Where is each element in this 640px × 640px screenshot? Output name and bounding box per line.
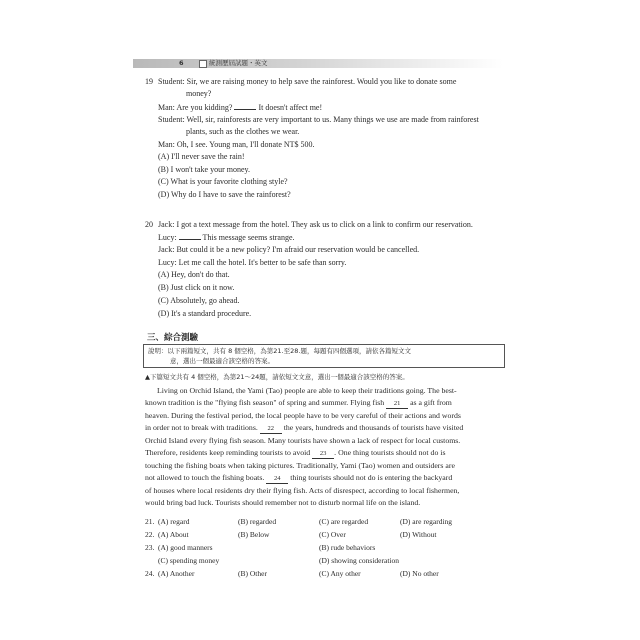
answer-option: (B) regarded bbox=[238, 517, 277, 526]
q19-line: Student: Sir, we are raising money to help save the rainforest. Would you like to donate some bbox=[158, 77, 457, 86]
passage-line: Orchid Island every flying fish season. Many tourists have shown a lack of respect for local customs. bbox=[145, 436, 461, 445]
q20-option: (C) Absolutely, go ahead. bbox=[158, 296, 240, 305]
answer-number-23: 23. bbox=[145, 543, 155, 552]
answer-option: (B) rude behaviors bbox=[319, 543, 376, 552]
q19-line: money? bbox=[186, 89, 212, 98]
q20-option: (D) It's a standard procedure. bbox=[158, 309, 252, 318]
answer-blank bbox=[179, 232, 201, 240]
q20-line: Lucy: This message seems strange. bbox=[158, 233, 295, 242]
page-number: 6 bbox=[179, 59, 184, 67]
answer-number-22: 22. bbox=[145, 530, 155, 539]
question-number-20: 20 bbox=[145, 220, 153, 229]
answer-option: (B) Other bbox=[238, 569, 267, 578]
q20-option: (A) Hey, don't do that. bbox=[158, 270, 230, 279]
passage-line: of houses where local residents dry their flying fish. Acts of disrespect, according to local fishermen, bbox=[145, 486, 460, 495]
header-box-icon bbox=[199, 60, 207, 68]
answer-option: (C) Over bbox=[319, 530, 346, 539]
answer-option: (C) spending money bbox=[158, 556, 220, 565]
q19-line: plants, such as the clothes we wear. bbox=[186, 127, 300, 136]
q19-option: (C) What is your favorite clothing style? bbox=[158, 177, 288, 186]
passage-line: heaven. During the festival period, the local people have to be very careful of their actions and words bbox=[145, 411, 461, 420]
answer-option: (A) Another bbox=[158, 569, 195, 578]
passage-line: in order not to break with traditions. 22 the years, hundreds and thousands of tourists have visited bbox=[145, 423, 464, 432]
page-header bbox=[133, 59, 503, 68]
answer-option: (C) are regarded bbox=[319, 517, 369, 526]
answer-option: (D) are regarding bbox=[400, 517, 453, 526]
passage-line: touching the fishing boats when taking pictures. Traditionally, Yami (Tao) women and outsiders are bbox=[145, 461, 455, 470]
answer-option: (D) No other bbox=[400, 569, 439, 578]
blank-21: 21 bbox=[386, 400, 408, 409]
answer-option: (A) regard bbox=[158, 517, 190, 526]
q19-line: Man: Oh, I see. Young man, I'll donate NT$ 500. bbox=[158, 140, 315, 149]
answer-number-24: 24. bbox=[145, 569, 155, 578]
q19-option: (B) I won't take your money. bbox=[158, 165, 251, 174]
blank-24: 24 bbox=[266, 475, 288, 484]
section-title: 三、綜合測驗 bbox=[147, 333, 199, 343]
passage-line: known tradition is the "flying fish season" of spring and summer. Flying fish 21 as a gift from bbox=[145, 398, 452, 407]
header-title: 統測歷屆試題・英文 bbox=[209, 59, 268, 67]
q20-line: Jack: I got a text message from the hotel. They ask us to click on a link to confirm our reservation. bbox=[158, 220, 473, 229]
passage-lead: ▲下篇短文共有 4 個空格，為第21～24題，請依短文文意，選出一個最適合該空格的答案。 bbox=[145, 373, 409, 381]
q19-option: (A) I'll never save the rain! bbox=[158, 152, 245, 161]
q20-line: Lucy: Let me call the hotel. It's better to be safe than sorry. bbox=[158, 258, 347, 267]
answer-option: (A) good manners bbox=[158, 543, 213, 552]
question-number-19: 19 bbox=[145, 77, 153, 86]
answer-option: (D) Without bbox=[400, 530, 437, 539]
q19-option: (D) Why do I have to save the rainforest? bbox=[158, 190, 291, 199]
instructions-line: 說明：以下兩篇短文，共有 8 個空格，為第21.至28.題，每題有四個選項，請依各篇短文文 bbox=[148, 347, 411, 355]
answer-option: (D) showing consideration bbox=[319, 556, 399, 565]
q20-option: (B) Just click on it now. bbox=[158, 283, 235, 292]
passage-line: would bring bad luck. Tourists should remember not to disturb normal life on the island. bbox=[145, 498, 421, 507]
answer-option: (C) Any other bbox=[319, 569, 361, 578]
passage-line: not allowed to touch the fishing boats. 24 thing tourists should not do is entering the backyard bbox=[145, 473, 453, 482]
q19-line: Man: Are you kidding? It doesn't affect me! bbox=[158, 103, 323, 112]
passage-line: Therefore, residents keep reminding tourists to avoid 23 . One thing tourists should not do is bbox=[145, 448, 446, 457]
q20-line: Jack: But could it be a new policy? I'm afraid our reservation would be cancelled. bbox=[158, 245, 420, 254]
blank-22: 22 bbox=[260, 425, 282, 434]
q19-line: Student: Well, sir, rainforests are very important to us. Many things we use are made from rainforest bbox=[158, 115, 479, 124]
blank-23: 23 bbox=[312, 450, 334, 459]
instructions-line: 意，選出一個最適合該空格的答案。 bbox=[170, 357, 274, 365]
answer-option: (B) Below bbox=[238, 530, 270, 539]
passage-line: Living on Orchid Island, the Yami (Tao) people are able to keep their traditions going. The best- bbox=[157, 386, 457, 395]
answer-option: (A) About bbox=[158, 530, 189, 539]
answer-blank bbox=[234, 102, 256, 110]
instructions-box bbox=[143, 344, 505, 368]
answer-number-21: 21. bbox=[145, 517, 155, 526]
